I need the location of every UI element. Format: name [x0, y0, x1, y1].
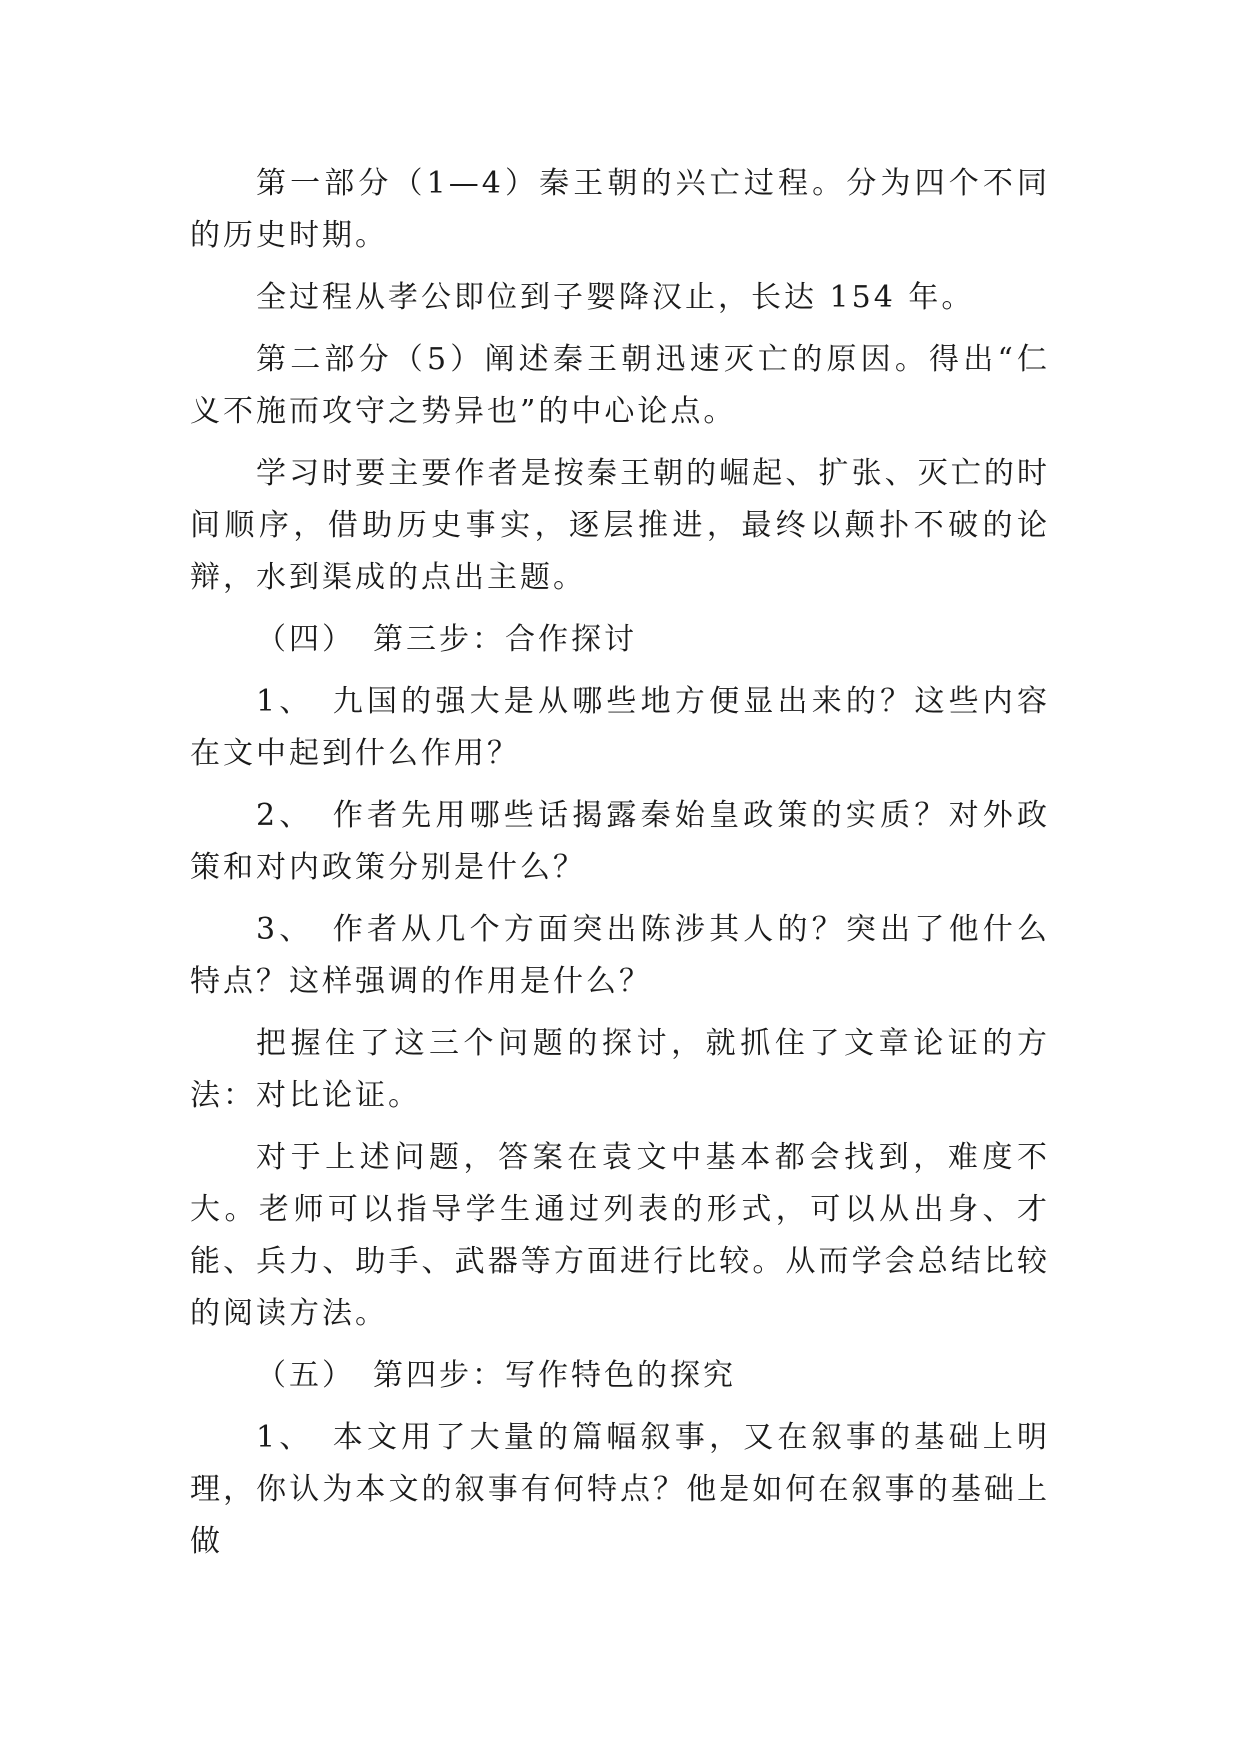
paragraph-teaching-advice: 对于上述问题，答案在袁文中基本都会找到，难度不大。老师可以指导学生通过列表的形式，可以从出身、才能、兵力、助手、武器等方面进行比较。从而学会总结比较的阅读方法。	[190, 1140, 1050, 1331]
question-item-writing-1: 1、 本文用了大量的篇幅叙事，又在叙事的基础上明理，你认为本文的叙事有何特点？他是如何在叙事的基础上做	[190, 1420, 1050, 1559]
document-body	[190, 158, 1050, 1578]
question-item-2: 2、 作者先用哪些话揭露秦始皇政策的实质？对外政策和对内政策分别是什么？	[190, 798, 1050, 885]
question-item-1: 1、 九国的强大是从哪些地方便显出来的？这些内容在文中起到什么作用？	[190, 684, 1050, 771]
question-item-3: 3、 作者从几个方面突出陈涉其人的？突出了他什么特点？这样强调的作用是什么？	[190, 912, 1050, 999]
paragraph-part-two: 第二部分（5）阐述秦王朝迅速灭亡的原因。得出“仁义不施而攻守之势异也”的中心论点。	[190, 342, 1050, 429]
paragraph-method-summary: 把握住了这三个问题的探讨，就抓住了文章论证的方法：对比论证。	[190, 1026, 1050, 1113]
paragraph-study-note: 学习时要主要作者是按秦王朝的崛起、扩张、灭亡的时间顺序，借助历史事实，逐层推进，最终以颠扑不破的论辩，水到渠成的点出主题。	[190, 456, 1050, 595]
section-heading-five: （五） 第四步：写作特色的探究	[256, 1358, 736, 1393]
section-heading-four: （四） 第三步：合作探讨	[256, 622, 637, 657]
paragraph-part-one: 第一部分（1—4）秦王朝的兴亡过程。分为四个不同的历史时期。	[190, 166, 1050, 253]
paragraph-process-span: 全过程从孝公即位到子婴降汉止，长达 154 年。	[256, 280, 975, 315]
